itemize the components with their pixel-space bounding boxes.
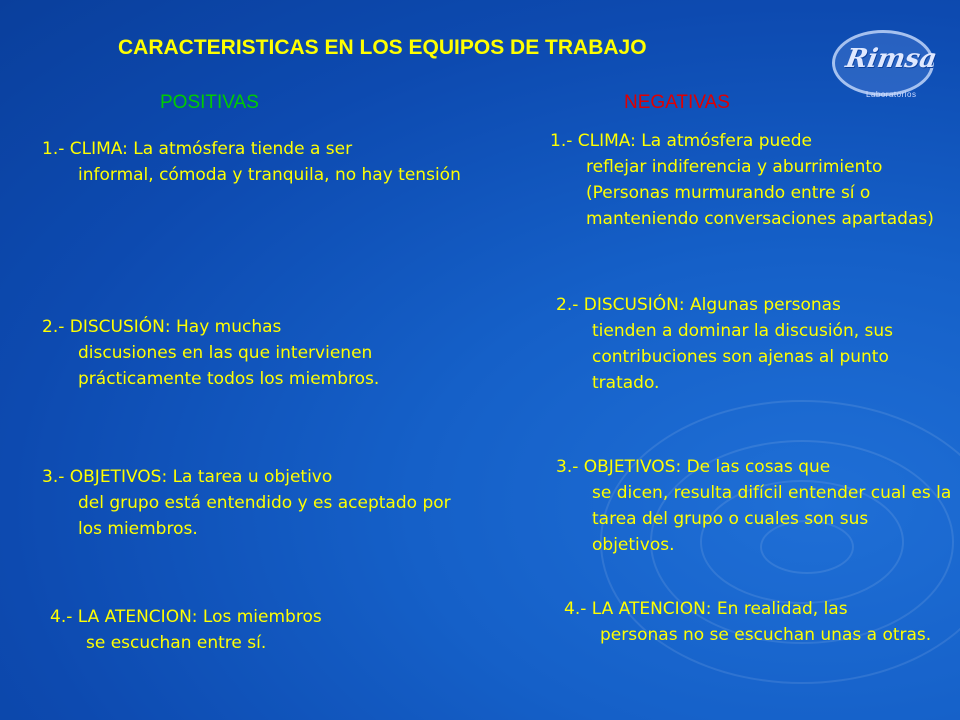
negative-item-discusion [556,292,956,396]
item-lead: 3.- OBJETIVOS: De las cosas que [556,457,831,477]
item-lead: 2.- DISCUSIÓN: Hay muchas [42,317,282,337]
positive-item-objetivos [42,464,462,542]
item-body: tienden a dominar la discusión, sus contribuciones son ajenas al punto tratado. [592,321,894,393]
rimsa-logo [832,24,940,104]
positive-item-atencion [50,604,470,656]
negative-item-clima [550,128,960,232]
logo-name: Rimsa [843,44,940,74]
negative-item-objetivos [556,454,956,558]
item-body: del grupo está entendido y es aceptado por los miembros. [78,493,451,539]
item-body: personas no se escuchan unas a otras. [600,625,932,645]
item-body: informal, cómoda y tranquila, no hay tensión [78,165,461,185]
item-body: se dicen, resulta difícil entender cual es la tarea del grupo o cuales son sus objetivos. [592,483,952,555]
item-body: discusiones en las que intervienen prácticamente todos los miembros. [78,343,380,389]
positive-item-clima [42,136,462,188]
item-lead: 3.- OBJETIVOS: La tarea u objetivo [42,467,333,487]
item-body: se escuchan entre sí. [86,633,267,653]
item-lead: 1.- CLIMA: La atmósfera puede [550,131,812,151]
negative-item-atencion [564,596,954,648]
page-title: CARACTERISTICAS EN LOS EQUIPOS DE TRABAJO [118,36,647,59]
item-lead: 4.- LA ATENCION: Los miembros [50,607,322,627]
negative-heading: NEGATIVAS [624,92,730,113]
item-lead: 1.- CLIMA: La atmósfera tiende a ser [42,139,353,159]
item-lead: 2.- DISCUSIÓN: Algunas personas [556,295,841,315]
item-body: reflejar indiferencia y aburrimiento (Personas murmurando entre sí o manteniendo conversaciones apartadas) [586,157,934,229]
item-lead: 4.- LA ATENCION: En realidad, las [564,599,848,619]
logo-subtitle: Laboratorios [866,90,917,99]
positive-item-discusion [42,314,462,392]
positive-heading: POSITIVAS [160,92,259,113]
